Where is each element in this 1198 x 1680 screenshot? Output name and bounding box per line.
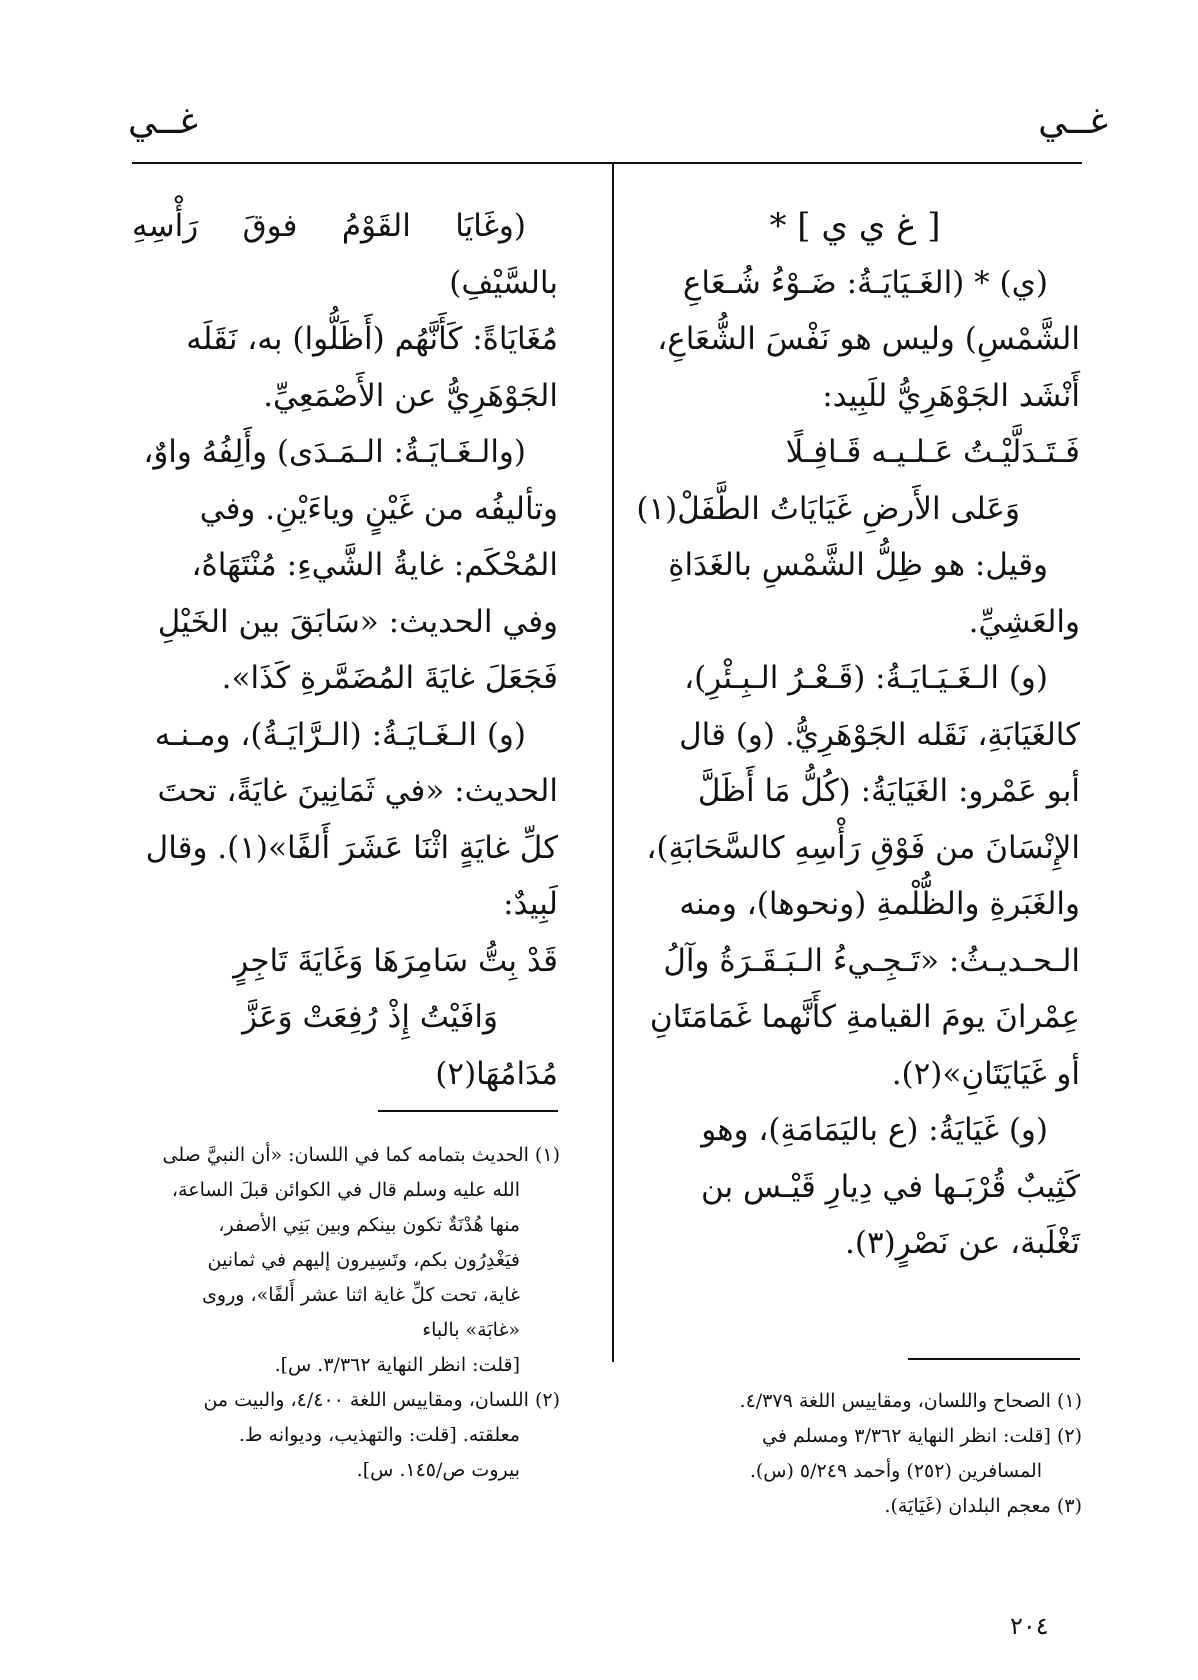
footnotes-left (128, 1138, 560, 1488)
text-line: أو غَيَايَتَانِ»(٢). (891, 1055, 1080, 1092)
text-line: كَثِيبٌ قُرْبَـها في دِيارِ قَيْـس بن (700, 1168, 1080, 1205)
text-line: وقيل: هو ظِلُّ الشَّمْسِ بالغَدَاةِ (668, 547, 1048, 583)
text-line: تَغْلَبة، عن نَصْرٍ(٣). (845, 1225, 1080, 1261)
text-line: وفي الحديث: «سَابَقَ بين الخَيْلِ (157, 603, 558, 640)
text-line: فَجَعَلَ غايَةَ المُضَمَّرةِ كَذَا». (221, 660, 558, 696)
footnote: [قلت: انظر النهاية ٣/٣٦٢. س]. (274, 1354, 520, 1376)
footnote: الله عليه وسلم قال في الكوائن قبلَ الساعة، (171, 1179, 520, 1201)
text-line: كالغَيَابَةِ، نَقَله الجَوْهَرِيُّ. (و) قال (679, 716, 1080, 753)
footnote: بيروت ص/١٤٥. س]. (356, 1459, 520, 1481)
text-line: عِمْرانَ يومَ القيامةِ كأَنَّهما غَمَامَتَانِ (649, 999, 1080, 1035)
text-line: أبو عَمْرو: الغَيَايَةُ: (كُلُّ مَا أَظَلَّ (697, 773, 1080, 809)
text-line: (ي) * (الغَـيَايَـةُ: ضَـوْءُ شُـعَاعِ (682, 264, 1048, 301)
entry-heading: [ غ ي ي ] * (769, 206, 941, 246)
verse-line: قَدْ بِتُّ سَامِرَهَا وَغَايَةَ تَاجِرٍ (233, 942, 558, 979)
text-line: وتأليفُه من غَيْنٍ وياءَيْنِ. وفي (199, 490, 558, 527)
footnote: (١) الحديث بتمامه كما في اللسان: «أن النبيَّ صلى (162, 1144, 560, 1166)
footnote: معلقته. [قلت: والتهذيب، وديوانه ط. (238, 1424, 520, 1446)
footnote: غاية، تحت كلِّ غاية اثنا عشر أَلفًا»، وروى (202, 1284, 520, 1306)
text-line: أَنْشَد الجَوْهَرِيُّ للَبِيد: (822, 377, 1080, 414)
text-line: (و) الـغَـايَـةُ: (الـرَّايَـةُ)، ومـنـه (154, 716, 526, 753)
footnote: منها هُدْنَةٌ تكون بينكم وبين بَنِي الأصفر، (218, 1214, 520, 1236)
footnote-rule-left (378, 1110, 558, 1112)
column-divider (612, 162, 614, 1362)
verse-line: وَعَلى الأَرضِ غَيَايَاتُ الطَّفَلْ(١) (636, 490, 1020, 527)
text-line: (والـغَـايَـةُ: الـمَـدَى) وأَلِفُهُ واوٌ، (143, 434, 526, 470)
footnote: «غابَة» بالباء (422, 1319, 520, 1341)
text-line: لَبِيدٌ: (503, 886, 558, 922)
running-header-right: غــي (1038, 101, 1108, 142)
right-column (630, 198, 1080, 1272)
text-line: الحديث: «في ثَمَانِينَ غايَةً، تحتَ (157, 773, 558, 809)
text-line: والغَبَرةِ والظُّلْمةِ (ونحوها)، ومنه (679, 886, 1080, 922)
verse-line: وَافَيْتُ إِذْ رُفِعَتْ وَعَزَّ مُدَامُهَا(٢) (242, 999, 558, 1092)
text-line: الإِنْسَانَ من فَوْقِ رَأْسِهِ كالسَّحَابَةِ)، (646, 829, 1080, 866)
text-line: والعَشِيِّ. (968, 603, 1080, 640)
text-line: كلِّ غايَةٍ اثْنَا عَشَرَ أَلفًا»(١). وقال (145, 829, 558, 866)
text-line: الجَوْهَرِيُّ عن الأَصْمَعِيِّ. (263, 377, 558, 414)
verse-line: فَـتَـدَلَّيْـتُ عَـلـيـه قَـافِـلًا (785, 434, 1080, 470)
footnote: (١) الصحاح واللسان، ومقاييس اللغة ٤/٣٧٩. (739, 1390, 1082, 1412)
text-line: (وغَايَا القَوْمُ فوقَ رَأْسِهِ بالسَّيْفِ) (132, 208, 558, 301)
footnote: المسافرين (٢٥٢) وأحمد ٥/٢٤٩ (س). (749, 1460, 1042, 1482)
text-line: (و) غَيَايَةُ: (ع باليَمَامَةِ)، وهو (701, 1112, 1048, 1148)
footnote: (٢) [قلت: انظر النهاية ٣/٣٦٢ ومسلم في (762, 1425, 1082, 1447)
footnote: فيَغْدِرُون بكم، وتَسِيرون إليهم في ثمانين (207, 1249, 520, 1271)
footnote: (٢) اللسان، ومقاييس اللغة ٤/٤٠٠، والبيت من (203, 1389, 560, 1411)
footnotes-right (632, 1384, 1082, 1524)
page-number: ٢٠٤ (1010, 1612, 1049, 1640)
text-line: (و) الـغَـيَـايَـةُ: (قَـعْـرُ الـبِـئْرِ)، (684, 660, 1048, 696)
text-line: الـحـديـثُ: «تَـجِـيءُ الـبَـقَـرَةُ وآلُ (663, 942, 1080, 979)
running-header-left: غــي (128, 101, 198, 142)
text-line: مُغَايَاةً: كَأَنَّهُم (أَظَلُّوا) به، نَقَلَه (186, 321, 558, 357)
text-line: الشَّمْسِ) وليس هو نَفْسَ الشُّعَاعِ، (657, 321, 1080, 357)
left-column (132, 198, 558, 1102)
header-rule (132, 162, 1082, 164)
text-line: المُحْكَم: غايةُ الشَّيءِ: مُنْتَهَاهُ، (191, 547, 558, 583)
footnote-rule-right (908, 1358, 1080, 1360)
footnote: (٣) معجم البلدان (غَيَايَة). (884, 1495, 1082, 1517)
